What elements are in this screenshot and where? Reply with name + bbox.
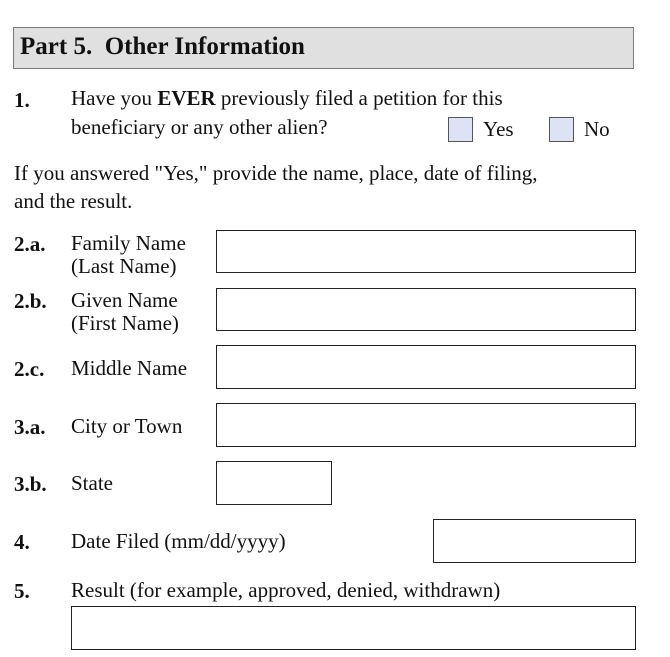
result-number: 5. <box>14 579 30 603</box>
q1-line2: beneficiary or any other alien? <box>71 115 328 139</box>
state-input[interactable] <box>216 461 332 505</box>
family-name-label: Family Name <box>71 231 186 255</box>
part-title: Part 5. Other Information <box>20 33 305 60</box>
city-label: City or Town <box>71 414 183 438</box>
city-input[interactable] <box>216 403 636 447</box>
instructions-line2: and the result. <box>14 189 133 213</box>
result-label: Result (for example, approved, denied, withdrawn) <box>71 578 501 602</box>
given-name-input[interactable] <box>216 288 636 331</box>
state-label: State <box>71 471 113 495</box>
q1-line1 <box>71 86 503 110</box>
yes-checkbox[interactable] <box>448 117 473 142</box>
q1-line1-pre: Have you <box>71 86 158 110</box>
family-name-input[interactable] <box>216 230 636 273</box>
q1-emphasis: EVER <box>157 86 216 110</box>
given-name-label: Given Name <box>71 288 178 312</box>
given-name-number: 2.b. <box>14 289 47 313</box>
city-number: 3.a. <box>14 415 46 439</box>
no-label: No <box>584 117 610 141</box>
date-filed-label: Date Filed (mm/dd/yyyy) <box>71 529 286 553</box>
family-name-sublabel: (Last Name) <box>71 254 177 278</box>
result-input[interactable] <box>71 606 636 650</box>
given-name-sublabel: (First Name) <box>71 311 179 335</box>
no-checkbox[interactable] <box>549 117 574 142</box>
date-filed-number: 4. <box>14 530 30 554</box>
state-number: 3.b. <box>14 472 47 496</box>
middle-name-number: 2.c. <box>14 357 45 381</box>
yes-label: Yes <box>483 117 514 141</box>
family-name-number: 2.a. <box>14 232 46 256</box>
q1-line1-post: previously filed a petition for this <box>215 86 503 110</box>
middle-name-input[interactable] <box>216 345 636 389</box>
middle-name-label: Middle Name <box>71 356 188 380</box>
q1-number: 1. <box>14 88 30 112</box>
date-filed-input[interactable] <box>433 519 636 563</box>
instructions-line1: If you answered "Yes," provide the name, place, date of filing, <box>14 161 538 185</box>
